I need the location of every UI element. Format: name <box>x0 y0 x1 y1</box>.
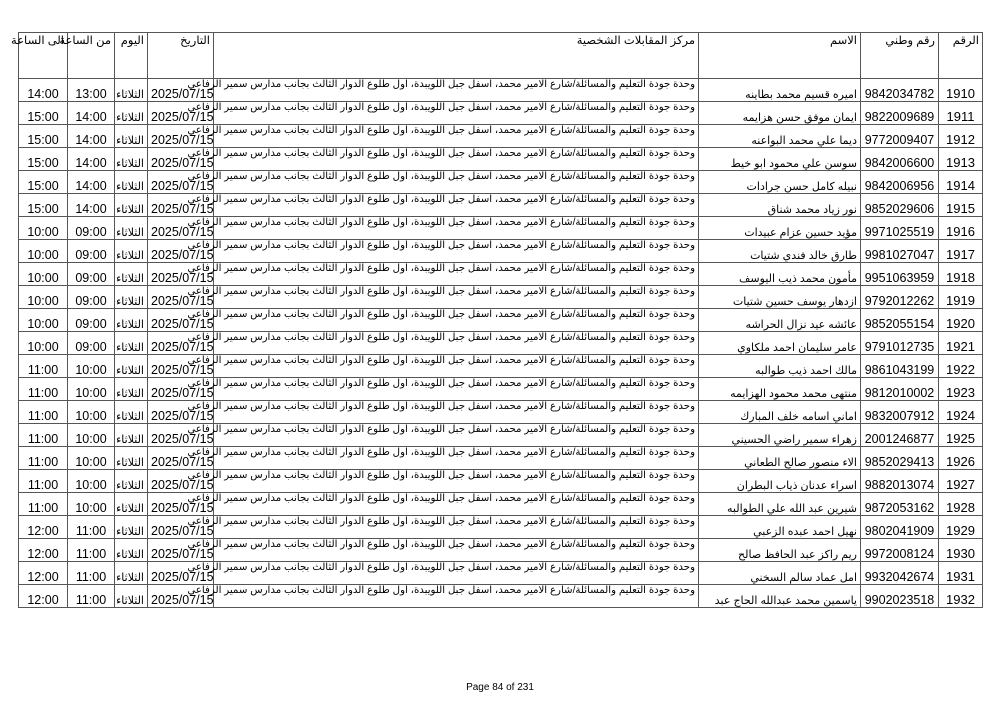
cell-name: امل عماد سالم السخني <box>699 562 861 585</box>
table-row <box>19 148 983 171</box>
cell-center: وحدة جودة التعليم والمسائلة/شارع الامير محمد، اسفل جبل اللويبدة، اول طلوع الدوار الثالث بجانب مدارس سمير الرفاعي <box>214 539 699 562</box>
cell-center: وحدة جودة التعليم والمسائلة/شارع الامير محمد، اسفل جبل اللويبدة، اول طلوع الدوار الثالث بجانب مدارس سمير الرفاعي <box>214 332 699 355</box>
cell-name: اميره قسيم محمد بطاينه <box>699 79 861 102</box>
cell-day: الثلاثاء <box>115 240 148 263</box>
cell-name: ريم راكز عبد الحافظ صالح <box>699 539 861 562</box>
cell-national-id: 9902023518 <box>861 585 939 608</box>
cell-number: 1918 <box>939 263 983 286</box>
cell-date: 2025/07/15 <box>148 424 214 447</box>
cell-center: وحدة جودة التعليم والمسائلة/شارع الامير محمد، اسفل جبل اللويبدة، اول طلوع الدوار الثالث بجانب مدارس سمير الرفاعي <box>214 447 699 470</box>
cell-date: 2025/07/15 <box>148 102 214 125</box>
cell-to-time: 11:00 <box>19 401 68 424</box>
cell-national-id: 9812010002 <box>861 378 939 401</box>
cell-to-time: 15:00 <box>19 102 68 125</box>
cell-to-time: 15:00 <box>19 194 68 217</box>
cell-center: وحدة جودة التعليم والمسائلة/شارع الامير محمد، اسفل جبل اللويبدة، اول طلوع الدوار الثالث بجانب مدارس سمير الرفاعي <box>214 286 699 309</box>
table-row <box>19 562 983 585</box>
cell-name: ياسمين محمد عبدالله الحاج عبد <box>699 585 861 608</box>
cell-from-time: 14:00 <box>68 125 115 148</box>
cell-number: 1928 <box>939 493 983 516</box>
table-row <box>19 332 983 355</box>
cell-to-time: 11:00 <box>19 378 68 401</box>
cell-national-id: 9882013074 <box>861 470 939 493</box>
header-name: الاسم <box>699 33 861 79</box>
cell-name: منتهى محمد محمود الهزايمه <box>699 378 861 401</box>
cell-to-time: 15:00 <box>19 125 68 148</box>
cell-center: وحدة جودة التعليم والمسائلة/شارع الامير محمد، اسفل جبل اللويبدة، اول طلوع الدوار الثالث بجانب مدارس سمير الرفاعي <box>214 401 699 424</box>
cell-national-id: 9981027047 <box>861 240 939 263</box>
cell-date: 2025/07/15 <box>148 562 214 585</box>
cell-day: الثلاثاء <box>115 102 148 125</box>
table-row <box>19 585 983 608</box>
cell-day: الثلاثاء <box>115 355 148 378</box>
table-row <box>19 424 983 447</box>
cell-day: الثلاثاء <box>115 378 148 401</box>
cell-number: 1914 <box>939 171 983 194</box>
cell-number: 1910 <box>939 79 983 102</box>
cell-from-time: 09:00 <box>68 332 115 355</box>
cell-date: 2025/07/15 <box>148 263 214 286</box>
cell-to-time: 12:00 <box>19 585 68 608</box>
cell-date: 2025/07/15 <box>148 447 214 470</box>
cell-from-time: 10:00 <box>68 424 115 447</box>
cell-national-id: 9972008124 <box>861 539 939 562</box>
cell-to-time: 11:00 <box>19 447 68 470</box>
header-center: مركز المقابلات الشخصية <box>214 33 699 79</box>
cell-day: الثلاثاء <box>115 424 148 447</box>
cell-center: وحدة جودة التعليم والمسائلة/شارع الامير محمد، اسفل جبل اللويبدة، اول طلوع الدوار الثالث بجانب مدارس سمير الرفاعي <box>214 79 699 102</box>
cell-name: نهيل احمد عبده الزعبي <box>699 516 861 539</box>
cell-day: الثلاثاء <box>115 194 148 217</box>
table-row <box>19 263 983 286</box>
cell-day: الثلاثاء <box>115 286 148 309</box>
cell-to-time: 11:00 <box>19 470 68 493</box>
cell-number: 1913 <box>939 148 983 171</box>
table-row <box>19 240 983 263</box>
cell-number: 1919 <box>939 286 983 309</box>
cell-day: الثلاثاء <box>115 309 148 332</box>
cell-from-time: 11:00 <box>68 516 115 539</box>
cell-center: وحدة جودة التعليم والمسائلة/شارع الامير محمد، اسفل جبل اللويبدة، اول طلوع الدوار الثالث بجانب مدارس سمير الرفاعي <box>214 309 699 332</box>
cell-day: الثلاثاء <box>115 217 148 240</box>
cell-name: اسراء عدنان ذياب البطران <box>699 470 861 493</box>
cell-from-time: 11:00 <box>68 539 115 562</box>
cell-date: 2025/07/15 <box>148 194 214 217</box>
cell-national-id: 9932042674 <box>861 562 939 585</box>
table-row <box>19 493 983 516</box>
cell-from-time: 10:00 <box>68 447 115 470</box>
cell-day: الثلاثاء <box>115 125 148 148</box>
cell-date: 2025/07/15 <box>148 286 214 309</box>
table-row <box>19 447 983 470</box>
cell-day: الثلاثاء <box>115 401 148 424</box>
cell-to-time: 15:00 <box>19 171 68 194</box>
cell-national-id: 9802041909 <box>861 516 939 539</box>
header-day: اليوم <box>115 33 148 79</box>
cell-center: وحدة جودة التعليم والمسائلة/شارع الامير محمد، اسفل جبل اللويبدة، اول طلوع الدوار الثالث بجانب مدارس سمير الرفاعي <box>214 470 699 493</box>
cell-from-time: 09:00 <box>68 286 115 309</box>
cell-day: الثلاثاء <box>115 447 148 470</box>
cell-to-time: 10:00 <box>19 240 68 263</box>
cell-number: 1930 <box>939 539 983 562</box>
cell-day: الثلاثاء <box>115 516 148 539</box>
cell-center: وحدة جودة التعليم والمسائلة/شارع الامير محمد، اسفل جبل اللويبدة، اول طلوع الدوار الثالث بجانب مدارس سمير الرفاعي <box>214 240 699 263</box>
cell-from-time: 09:00 <box>68 309 115 332</box>
cell-date: 2025/07/15 <box>148 355 214 378</box>
table-row <box>19 355 983 378</box>
header-number: الرقم <box>939 33 983 79</box>
cell-date: 2025/07/15 <box>148 493 214 516</box>
interview-schedule-table <box>11 32 983 608</box>
cell-number: 1916 <box>939 217 983 240</box>
header-date: التاريخ <box>148 33 214 79</box>
cell-national-id: 9861043199 <box>861 355 939 378</box>
table-row <box>19 125 983 148</box>
cell-day: الثلاثاء <box>115 171 148 194</box>
header-row <box>19 33 983 79</box>
cell-date: 2025/07/15 <box>148 309 214 332</box>
table-row <box>19 217 983 240</box>
cell-center: وحدة جودة التعليم والمسائلة/شارع الامير محمد، اسفل جبل اللويبدة، اول طلوع الدوار الثالث بجانب مدارس سمير الرفاعي <box>214 102 699 125</box>
cell-national-id: 9951063959 <box>861 263 939 286</box>
header-national-id: رقم وطني <box>861 33 939 79</box>
cell-number: 1922 <box>939 355 983 378</box>
table-row <box>19 309 983 332</box>
cell-to-time: 10:00 <box>19 263 68 286</box>
cell-from-time: 10:00 <box>68 470 115 493</box>
cell-from-time: 11:00 <box>68 585 115 608</box>
cell-national-id: 9872053162 <box>861 493 939 516</box>
table-row <box>19 171 983 194</box>
cell-national-id: 9852029606 <box>861 194 939 217</box>
cell-number: 1931 <box>939 562 983 585</box>
table-row <box>19 401 983 424</box>
cell-from-time: 09:00 <box>68 217 115 240</box>
cell-to-time: 10:00 <box>19 217 68 240</box>
cell-center: وحدة جودة التعليم والمسائلة/شارع الامير محمد، اسفل جبل اللويبدة، اول طلوع الدوار الثالث بجانب مدارس سمير الرفاعي <box>214 424 699 447</box>
cell-name: ازدهار يوسف حسين شتيات <box>699 286 861 309</box>
cell-number: 1932 <box>939 585 983 608</box>
cell-number: 1911 <box>939 102 983 125</box>
cell-name: نبيله كامل حسن جرادات <box>699 171 861 194</box>
page-number: Page 84 of 231 <box>466 682 534 693</box>
cell-to-time: 11:00 <box>19 424 68 447</box>
cell-day: الثلاثاء <box>115 263 148 286</box>
cell-center: وحدة جودة التعليم والمسائلة/شارع الامير محمد، اسفل جبل اللويبدة، اول طلوع الدوار الثالث بجانب مدارس سمير الرفاعي <box>214 355 699 378</box>
cell-name: زهراء سمير راضي الحسيني <box>699 424 861 447</box>
cell-center: وحدة جودة التعليم والمسائلة/شارع الامير محمد، اسفل جبل اللويبدة، اول طلوع الدوار الثالث بجانب مدارس سمير الرفاعي <box>214 516 699 539</box>
cell-to-time: 12:00 <box>19 516 68 539</box>
cell-day: الثلاثاء <box>115 148 148 171</box>
cell-name: عائشه عيد نزال الحراشه <box>699 309 861 332</box>
table-row <box>19 378 983 401</box>
cell-name: نور زياد محمد شناق <box>699 194 861 217</box>
cell-date: 2025/07/15 <box>148 148 214 171</box>
cell-from-time: 13:00 <box>68 79 115 102</box>
cell-date: 2025/07/15 <box>148 171 214 194</box>
cell-number: 1923 <box>939 378 983 401</box>
cell-center: وحدة جودة التعليم والمسائلة/شارع الامير محمد، اسفل جبل اللويبدة، اول طلوع الدوار الثالث بجانب مدارس سمير الرفاعي <box>214 194 699 217</box>
table-row <box>19 194 983 217</box>
cell-center: وحدة جودة التعليم والمسائلة/شارع الامير محمد، اسفل جبل اللويبدة، اول طلوع الدوار الثالث بجانب مدارس سمير الرفاعي <box>214 171 699 194</box>
cell-number: 1912 <box>939 125 983 148</box>
table-row <box>19 516 983 539</box>
cell-national-id: 9852029413 <box>861 447 939 470</box>
cell-number: 1929 <box>939 516 983 539</box>
cell-from-time: 14:00 <box>68 102 115 125</box>
cell-date: 2025/07/15 <box>148 332 214 355</box>
cell-center: وحدة جودة التعليم والمسائلة/شارع الامير محمد، اسفل جبل اللويبدة، اول طلوع الدوار الثالث بجانب مدارس سمير الرفاعي <box>214 585 699 608</box>
cell-name: مؤيد حسين عزام عبيدات <box>699 217 861 240</box>
cell-to-time: 15:00 <box>19 148 68 171</box>
cell-name: الاء منصور صالح الطعاني <box>699 447 861 470</box>
cell-number: 1915 <box>939 194 983 217</box>
cell-center: وحدة جودة التعليم والمسائلة/شارع الامير محمد، اسفل جبل اللويبدة، اول طلوع الدوار الثالث بجانب مدارس سمير الرفاعي <box>214 263 699 286</box>
cell-date: 2025/07/15 <box>148 585 214 608</box>
cell-from-time: 10:00 <box>68 378 115 401</box>
cell-to-time: 10:00 <box>19 332 68 355</box>
cell-name: سوسن علي محمود ابو خيط <box>699 148 861 171</box>
cell-national-id: 9791012735 <box>861 332 939 355</box>
cell-national-id: 9842006600 <box>861 148 939 171</box>
table-row <box>19 102 983 125</box>
cell-day: الثلاثاء <box>115 470 148 493</box>
cell-name: شيرين عبد الله علي الطوالبه <box>699 493 861 516</box>
cell-national-id: 9822009689 <box>861 102 939 125</box>
table-row <box>19 470 983 493</box>
cell-center: وحدة جودة التعليم والمسائلة/شارع الامير محمد، اسفل جبل اللويبدة، اول طلوع الدوار الثالث بجانب مدارس سمير الرفاعي <box>214 148 699 171</box>
cell-to-time: 11:00 <box>19 493 68 516</box>
cell-name: طارق خالد فندي شتيات <box>699 240 861 263</box>
cell-national-id: 9832007912 <box>861 401 939 424</box>
cell-day: الثلاثاء <box>115 585 148 608</box>
cell-date: 2025/07/15 <box>148 79 214 102</box>
cell-number: 1924 <box>939 401 983 424</box>
cell-day: الثلاثاء <box>115 562 148 585</box>
cell-from-time: 09:00 <box>68 240 115 263</box>
cell-name: ايمان موفق حسن هزايمه <box>699 102 861 125</box>
cell-name: مالك احمد ذيب طوالبه <box>699 355 861 378</box>
cell-name: عامر سليمان احمد ملكاوي <box>699 332 861 355</box>
cell-number: 1917 <box>939 240 983 263</box>
cell-to-time: 11:00 <box>19 355 68 378</box>
table-row <box>19 286 983 309</box>
cell-to-time: 12:00 <box>19 562 68 585</box>
cell-national-id: 9842034782 <box>861 79 939 102</box>
cell-national-id: 2001246877 <box>861 424 939 447</box>
cell-name: ديما علي محمد البواعنه <box>699 125 861 148</box>
cell-center: وحدة جودة التعليم والمسائلة/شارع الامير محمد، اسفل جبل اللويبدة، اول طلوع الدوار الثالث بجانب مدارس سمير الرفاعي <box>214 378 699 401</box>
cell-from-time: 10:00 <box>68 493 115 516</box>
cell-center: وحدة جودة التعليم والمسائلة/شارع الامير محمد، اسفل جبل اللويبدة، اول طلوع الدوار الثالث بجانب مدارس سمير الرفاعي <box>214 562 699 585</box>
header-from-time: من الساعة <box>68 33 115 79</box>
cell-national-id: 9842006956 <box>861 171 939 194</box>
cell-to-time: 10:00 <box>19 286 68 309</box>
cell-number: 1920 <box>939 309 983 332</box>
cell-date: 2025/07/15 <box>148 516 214 539</box>
cell-to-time: 10:00 <box>19 309 68 332</box>
cell-date: 2025/07/15 <box>148 378 214 401</box>
cell-number: 1925 <box>939 424 983 447</box>
cell-date: 2025/07/15 <box>148 539 214 562</box>
cell-national-id: 9971025519 <box>861 217 939 240</box>
cell-from-time: 14:00 <box>68 171 115 194</box>
cell-to-time: 14:00 <box>19 79 68 102</box>
cell-from-time: 11:00 <box>68 562 115 585</box>
table-row <box>19 539 983 562</box>
cell-from-time: 10:00 <box>68 355 115 378</box>
cell-national-id: 9852055154 <box>861 309 939 332</box>
cell-date: 2025/07/15 <box>148 217 214 240</box>
cell-day: الثلاثاء <box>115 493 148 516</box>
table-row <box>19 79 983 102</box>
cell-from-time: 14:00 <box>68 194 115 217</box>
cell-number: 1927 <box>939 470 983 493</box>
cell-center: وحدة جودة التعليم والمسائلة/شارع الامير محمد، اسفل جبل اللويبدة، اول طلوع الدوار الثالث بجانب مدارس سمير الرفاعي <box>214 493 699 516</box>
cell-number: 1926 <box>939 447 983 470</box>
cell-name: مأمون محمد ذيب اليوسف <box>699 263 861 286</box>
cell-center: وحدة جودة التعليم والمسائلة/شارع الامير محمد، اسفل جبل اللويبدة، اول طلوع الدوار الثالث بجانب مدارس سمير الرفاعي <box>214 125 699 148</box>
cell-day: الثلاثاء <box>115 332 148 355</box>
cell-from-time: 14:00 <box>68 148 115 171</box>
cell-center: وحدة جودة التعليم والمسائلة/شارع الامير محمد، اسفل جبل اللويبدة، اول طلوع الدوار الثالث بجانب مدارس سمير الرفاعي <box>214 217 699 240</box>
cell-day: الثلاثاء <box>115 539 148 562</box>
cell-date: 2025/07/15 <box>148 125 214 148</box>
cell-from-time: 10:00 <box>68 401 115 424</box>
cell-date: 2025/07/15 <box>148 401 214 424</box>
cell-day: الثلاثاء <box>115 79 148 102</box>
cell-from-time: 09:00 <box>68 263 115 286</box>
cell-national-id: 9792012262 <box>861 286 939 309</box>
cell-national-id: 9772009407 <box>861 125 939 148</box>
cell-date: 2025/07/15 <box>148 240 214 263</box>
cell-number: 1921 <box>939 332 983 355</box>
cell-date: 2025/07/15 <box>148 470 214 493</box>
header-to-time: الى الساعة <box>19 33 68 79</box>
cell-name: اماني اسامه خلف المبارك <box>699 401 861 424</box>
cell-to-time: 12:00 <box>19 539 68 562</box>
